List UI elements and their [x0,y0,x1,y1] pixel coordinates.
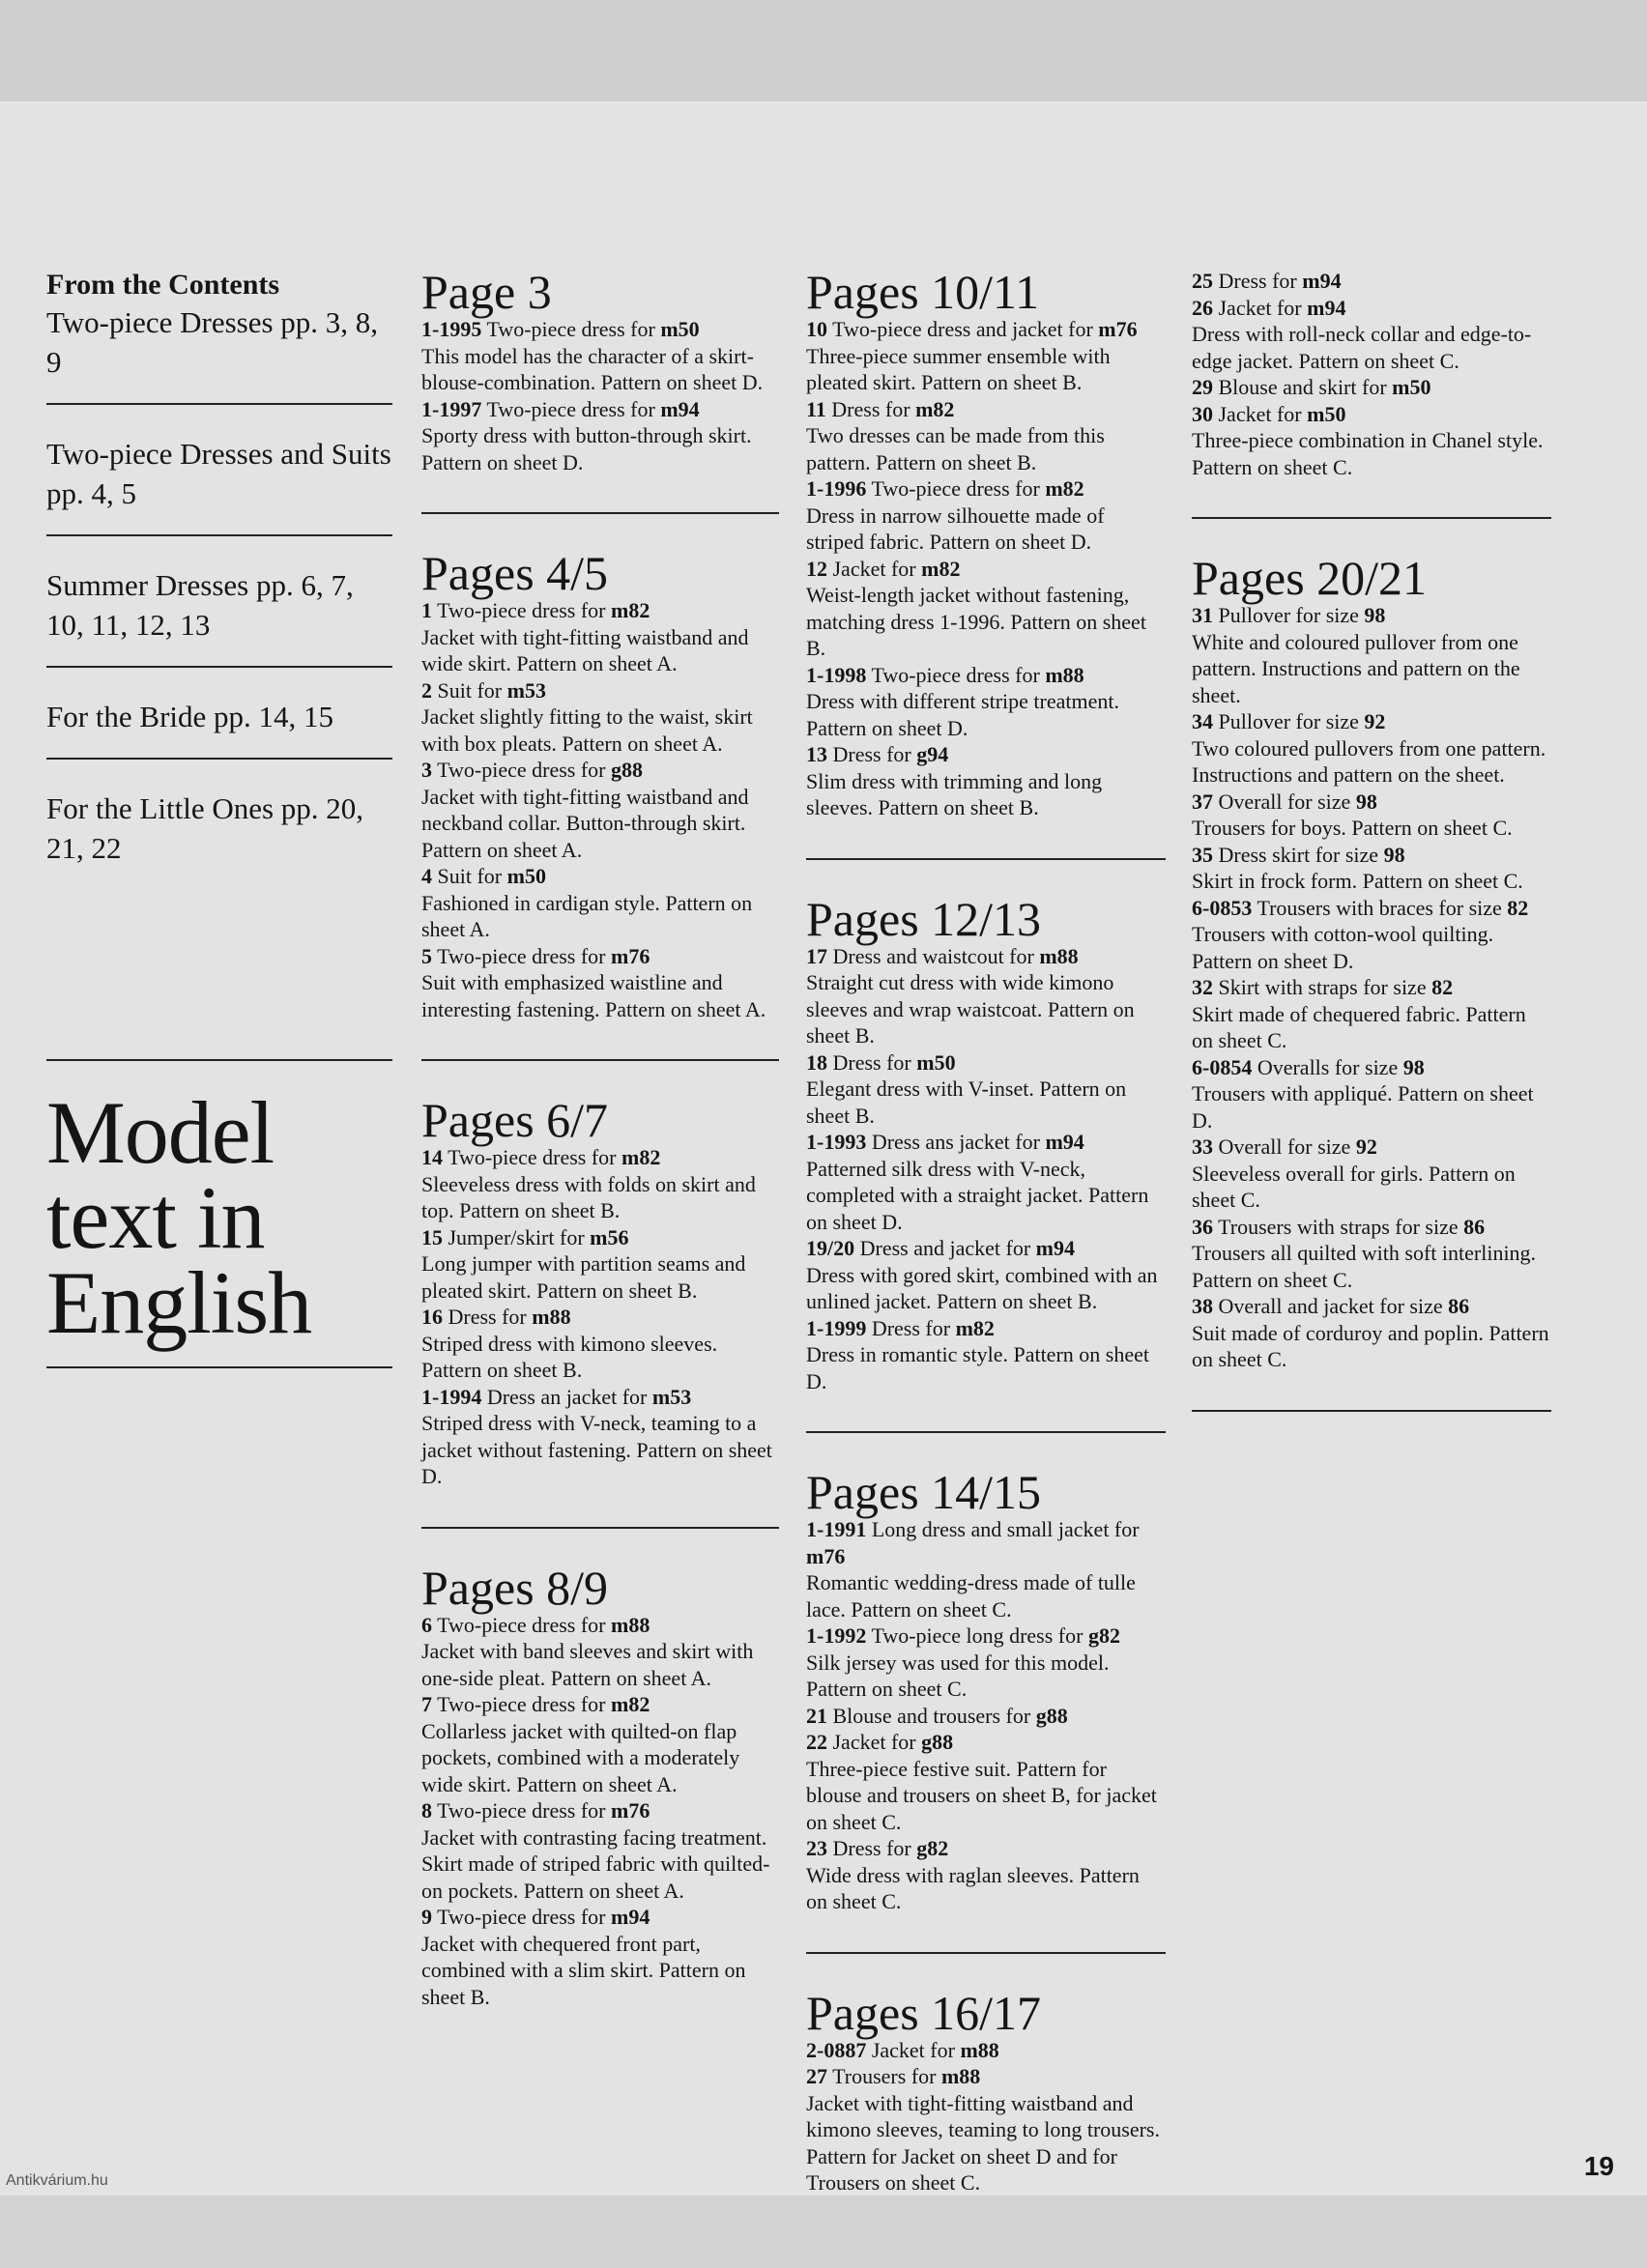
model-description: Jacket with tight-fitting waistband and wide skirt. Pattern on sheet A. [421,624,749,675]
toc-item: For the Bride pp. 14, 15 [46,693,392,760]
model-description: Two dresses can be made from this pattern. Pattern on sheet B. [806,423,1105,474]
model-title: Dress for [1218,269,1297,293]
model-size: g82 [1087,1623,1120,1648]
model-description: Collarless jacket with quilted-on flap pockets, combined with a moderately wide skirt. Pattern on sheet A. [421,1718,740,1796]
model-title: Two-piece dress for [437,1905,606,1929]
pattern-entry [806,1315,1166,1342]
model-title: Two-piece dress for [448,1145,617,1169]
model-size: m82 [621,1145,661,1169]
model-description: Dress in narrow silhouette made of striped fabric. Pattern on sheet D. [806,502,1105,554]
pattern-entry [1192,708,1551,735]
model-title: Two-piece dress for [486,396,655,421]
model-title: Dress skirt for size [1218,842,1379,867]
pattern-section [421,1093,779,1529]
title-line: Model [46,1083,274,1182]
model-number: 4 [421,864,432,888]
model-description: Three-piece festive suit. Pattern for blouse and trousers on sheet B, for jacket on sheet C. [806,1756,1157,1834]
model-number: 17 [806,943,827,968]
model-title: Jacket for [832,556,916,581]
section-heading: Page 3 [421,265,552,319]
model-title: Two-piece long dress for [871,1623,1084,1648]
model-number: 1-1993 [806,1130,867,1154]
model-title: Two-piece dress for [437,943,606,968]
pattern-entry [1192,602,1551,629]
model-title: Two-piece dress for [437,1692,606,1716]
model-number: 38 [1192,1294,1213,1318]
model-title: Blouse and trousers for [832,1703,1031,1728]
model-number: 36 [1192,1214,1213,1239]
model-number: 1-1999 [806,1315,867,1340]
page-title [46,1083,392,1368]
model-title: Suit for [437,677,503,703]
model-number: 23 [806,1836,827,1860]
model-size: m88 [960,2037,999,2062]
model-description: White and coloured pullover from one pattern. Instructions and pattern on the sheet. [1192,629,1520,707]
pattern-entry [806,1049,1166,1077]
model-description: Sleeveless dress with folds on skirt and top. Pattern on sheet B. [421,1171,756,1222]
model-number: 1-1995 [421,317,482,341]
model-title: Dress an jacket for [486,1384,648,1409]
section-body [806,1516,1166,1915]
model-title: Two-piece dress for [871,662,1040,687]
title-line: text in [46,1168,265,1267]
pattern-entry [806,1516,1166,1569]
section-body [806,943,1166,1395]
model-size: g82 [916,1836,949,1860]
model-description: Striped dress with V-neck, teaming to a jacket without fastening. Pattern on sheet D. [421,1411,772,1488]
watermark-text: Antikvárium.hu [6,2172,108,2189]
model-size: m50 [1392,375,1431,399]
model-title: Two-piece dress for [437,598,606,622]
toc-item: For the Little Ones pp. 20, 21, 22 [46,791,364,865]
pattern-entry [1192,295,1551,322]
model-title: Two-piece dress for [437,758,606,782]
pattern-entry [421,1224,779,1251]
model-number: 35 [1192,842,1213,867]
model-description: Jacket with contrasting facing treatment. Skirt made of striped fabric with quilted-on pockets. Pattern on sheet A. [421,1824,770,1903]
model-title: Blouse and skirt for [1218,375,1387,399]
model-size: m88 [1039,943,1079,968]
model-size: 98 [1364,603,1386,627]
model-description: Trousers for boys. Pattern on sheet C. [1192,816,1513,840]
model-size: m94 [1045,1130,1084,1154]
model-title: Dress and waistcout for [832,943,1034,968]
pattern-entry [806,1622,1166,1650]
model-title: Dress and jacket for [859,1236,1031,1260]
model-number: 6-0853 [1192,895,1253,920]
model-size: m50 [916,1049,956,1075]
model-description: Trousers with appliqué. Pattern on sheet D. [1192,1081,1534,1133]
model-title: Dress for [831,396,910,421]
model-number: 27 [806,2064,827,2088]
model-number: 22 [806,1730,827,1754]
model-title: Dress for [871,1315,951,1340]
model-size: m50 [660,317,700,341]
model-description: Three-piece summer ensemble with pleated skirt. Pattern on sheet B. [806,343,1111,394]
pattern-section [1192,551,1551,1412]
model-size: m94 [1307,295,1346,320]
pattern-entry [421,1144,779,1171]
pattern-entry [1192,1134,1551,1161]
model-size: m82 [921,556,961,581]
pattern-entry [806,1835,1166,1862]
pattern-entry [421,1797,779,1824]
pattern-entry [806,396,1166,423]
model-title: Long dress and small jacket for [871,1517,1140,1541]
pattern-section [806,265,1166,860]
pattern-entry [421,677,779,704]
contents-heading: From the Contents [46,269,280,301]
model-size: m82 [611,598,650,622]
model-description: Jacket with tight-fitting waistband and kimono sleeves, teaming to long trousers. Pattern for Jacket on sheet D and for Trousers on sheet C. [806,2090,1160,2195]
pattern-entry [421,1384,779,1411]
pattern-entry [1192,1293,1551,1320]
model-number: 13 [806,742,827,766]
model-description: Trousers with cotton-wool quilting. Pattern on sheet D. [1192,922,1494,973]
model-number: 21 [806,1703,827,1728]
model-size: m82 [915,396,955,421]
model-number: 1-1997 [421,396,482,421]
section-body [1192,268,1551,480]
model-number: 34 [1192,709,1213,733]
model-number: 2-0887 [806,2037,867,2062]
model-size: m94 [1302,269,1342,293]
model-title: Overall and jacket for size [1218,1294,1443,1318]
model-description: Slim dress with trimming and long sleeves. Pattern on sheet B. [806,768,1103,819]
text-column-3 [1192,268,1551,1447]
model-description: Weist-length jacket without fastening, matching dress 1-1996. Pattern on sheet B. [806,583,1146,660]
model-description: Suit made of corduroy and poplin. Pattern on sheet C. [1192,1320,1549,1371]
model-title: Two-piece dress and jacket for [832,317,1093,341]
page-number: 19 [1583,2151,1614,2181]
pattern-entry [806,662,1166,689]
pattern-section [806,891,1166,1434]
pattern-entry [421,1691,779,1718]
model-description: Dress with different stripe treatment. Pattern on sheet D. [806,689,1119,740]
model-description: This model has the character of a skirt-blouse-combination. Pattern on sheet D. [421,343,764,394]
pattern-entry [1192,895,1551,922]
pattern-entry [421,943,779,970]
model-number: 1-1998 [806,662,867,687]
model-size: m94 [1035,1236,1075,1260]
pattern-section [421,265,779,514]
model-size: m53 [506,677,546,703]
model-description: Wide dress with raglan sleeves. Pattern on sheet C. [806,1862,1140,1913]
model-number: 30 [1192,401,1213,426]
model-description: Fashioned in cardigan style. Pattern on sheet A. [421,890,753,941]
model-title: Pullover for size [1218,603,1359,627]
pattern-entry [1192,374,1551,401]
model-number: 32 [1192,975,1213,999]
model-size: 86 [1448,1294,1470,1318]
model-size: m88 [532,1305,571,1329]
pattern-entry [806,1129,1166,1156]
pattern-section [421,546,779,1061]
model-title: Two-piece dress for [486,317,655,341]
model-title: Two-piece dress for [437,1612,606,1637]
pattern-entry [421,757,779,784]
model-size: 98 [1402,1054,1425,1079]
pattern-entry [421,396,779,423]
model-description: Straight cut dress with wide kimono sleeves and wrap waistcoat. Pattern on sheet B. [806,970,1135,1048]
pattern-entry [806,475,1166,502]
model-size: m82 [955,1315,995,1340]
model-size: 82 [1507,895,1529,920]
model-title: Skirt with straps for size [1218,975,1427,999]
model-number: 6 [421,1612,432,1637]
model-title: Trousers with straps for size [1218,1214,1459,1239]
section-heading: Pages 6/7 [421,1093,609,1147]
model-number: 1-1994 [421,1384,482,1409]
model-description: Dress in romantic style. Pattern on sheet D. [806,1342,1149,1393]
model-number: 12 [806,556,827,581]
model-size: 82 [1431,975,1454,999]
model-title: Trousers with braces for size [1257,895,1502,920]
model-number: 33 [1192,1134,1213,1159]
section-heading: Pages 4/5 [421,546,609,600]
model-description: Trousers all quilted with soft interlining. Pattern on sheet C. [1192,1241,1537,1292]
pattern-entry [806,556,1166,583]
model-size: m56 [590,1224,629,1249]
model-size: m88 [1045,662,1084,687]
model-number: 7 [421,1692,432,1716]
model-size: 98 [1383,842,1405,867]
model-description: Skirt in frock form. Pattern on sheet C. [1192,869,1523,893]
model-number: 16 [421,1305,443,1329]
model-description: Patterned silk dress with V-neck, completed with a straight jacket. Pattern on sheet D. [806,1156,1149,1234]
section-body [806,2037,1166,2196]
model-description: Suit with emphasized waistline and interesting fastening. Pattern on sheet A. [421,970,766,1021]
model-size: m82 [1045,476,1084,501]
section-heading: Pages 16/17 [806,1985,1042,2040]
model-size: m94 [611,1905,650,1929]
model-number: 9 [421,1905,432,1929]
pattern-entry [421,1612,779,1639]
model-number: 26 [1192,295,1213,320]
model-title: Two-piece dress for [437,1798,606,1823]
model-size: m50 [1307,401,1346,426]
model-description: Three-piece combination in Chanel style. Pattern on sheet C. [1192,428,1544,479]
model-number: 11 [806,396,826,421]
model-number: 19/20 [806,1236,855,1260]
model-title: Pullover for size [1218,709,1359,733]
model-number: 14 [421,1145,443,1169]
model-size: m82 [611,1692,650,1716]
pattern-entry [421,597,779,624]
toc-item: Two-piece Dresses and Suits pp. 4, 5 [46,430,392,536]
section-body [421,1612,779,2011]
model-description: Elegant dress with V-inset. Pattern on sheet B. [806,1077,1127,1128]
model-size: 98 [1355,789,1377,814]
magazine-page [0,101,1647,2196]
section-body [806,316,1166,821]
model-size: 86 [1463,1214,1486,1239]
model-description: Jacket slightly fitting to the waist, skirt with box pleats. Pattern on sheet A. [421,704,753,756]
model-number: 15 [421,1224,443,1249]
pattern-entry [1192,974,1551,1001]
section-heading: Pages 8/9 [421,1560,609,1615]
text-column-1 [421,265,779,2081]
contents-column [46,268,392,1368]
background-strip [0,0,1647,101]
section-body [421,597,779,1022]
pattern-entry [806,1703,1166,1730]
model-size: m94 [660,396,700,421]
model-description: Dress with roll-neck collar and edge-to-edge jacket. Pattern on sheet C. [1192,322,1532,373]
model-number: 5 [421,943,432,968]
model-size: m76 [806,1543,846,1568]
model-title: Dress for [448,1305,527,1329]
model-description: Skirt made of chequered fabric. Pattern on sheet C. [1192,1001,1526,1052]
model-description: Striped dress with kimono sleeves. Pattern on sheet B. [421,1331,718,1382]
pattern-entry [806,1729,1166,1756]
model-size: m53 [651,1384,692,1409]
model-description: Long jumper with partition seams and pleated skirt. Pattern on sheet B. [421,1251,746,1303]
pattern-entry [806,1235,1166,1262]
pattern-entry [1192,268,1551,295]
model-number: 31 [1192,603,1213,627]
model-size: g88 [611,758,643,782]
model-size: g94 [916,742,949,766]
model-description: Sleeveless overall for girls. Pattern on sheet C. [1192,1161,1516,1212]
text-column-2 [806,265,1166,2268]
model-description: Silk jersey was used for this model. Pattern on sheet C. [806,1650,1110,1701]
model-title: Overall for size [1218,789,1351,814]
model-size: m76 [611,1798,650,1823]
model-size: m88 [940,2064,981,2088]
model-number: 29 [1192,375,1213,399]
model-size: g88 [1035,1703,1068,1728]
section-heading: Pages 12/13 [806,891,1042,946]
model-description: Two coloured pullovers from one pattern. Instructions and pattern on the sheet. [1192,735,1546,787]
model-number: 3 [421,758,432,782]
model-title: Jacket for [1218,401,1302,426]
model-number: 2 [421,677,432,703]
pattern-section [806,1465,1166,1954]
model-number: 8 [421,1798,432,1823]
model-title: Overall for size [1218,1134,1351,1159]
divider [46,1059,392,1061]
model-title: Two-piece dress for [871,476,1040,501]
model-size: 92 [1355,1134,1377,1159]
model-number: 6-0854 [1192,1054,1253,1079]
model-number: 37 [1192,789,1213,814]
pattern-entry [421,1304,779,1331]
model-title: Dress for [832,742,911,766]
pattern-entry [806,741,1166,768]
title-line: English [46,1253,312,1352]
model-number: 1 [421,598,432,622]
section-heading: Pages 14/15 [806,1465,1042,1519]
pattern-section [806,1985,1166,2233]
pattern-entry [1192,401,1551,428]
model-description: Sporty dress with button-through skirt. Pattern on sheet D. [421,423,752,474]
pattern-entry [421,1904,779,1931]
model-title: Suit for [437,864,503,888]
model-size: m76 [611,943,650,968]
model-description: Dress with gored skirt, combined with an unlined jacket. Pattern on sheet B. [806,1262,1158,1313]
toc-item: Summer Dresses pp. 6, 7, 10, 11, 12, 13 [46,561,392,668]
model-number: 18 [806,1049,827,1075]
pattern-entry [1192,789,1551,816]
model-number: 1-1991 [806,1517,867,1541]
model-title: Jumper/skirt for [448,1224,585,1249]
pattern-entry [421,863,779,890]
section-body [421,1144,779,1490]
pattern-entry [1192,1054,1551,1081]
pattern-entry [806,2063,1166,2090]
pattern-entry [421,316,779,343]
model-size: m88 [611,1612,650,1637]
pattern-section [421,1560,779,2048]
pattern-entry [806,316,1166,343]
model-size: m76 [1098,317,1138,341]
section-body [1192,602,1551,1373]
pattern-entry [1192,842,1551,869]
model-title: Jacket for [871,2037,955,2062]
model-title: Dress for [832,1836,911,1860]
model-number: 1-1996 [806,476,867,501]
model-description: Jacket with band sleeves and skirt with one-side pleat. Pattern on sheet A. [421,1639,754,1690]
model-title: Trousers for [832,2064,937,2088]
model-description: Jacket with chequered front part, combined with a slim skirt. Pattern on sheet B. [421,1931,746,2009]
model-title: Overalls for size [1257,1054,1399,1079]
model-size: g88 [921,1730,954,1754]
pattern-entry [1192,1214,1551,1241]
model-size: m50 [506,864,546,888]
model-title: Dress ans jacket for [871,1130,1040,1154]
pattern-section [1192,268,1551,519]
model-title: Jacket for [832,1730,916,1754]
model-size: 92 [1364,709,1386,733]
pattern-entry [806,943,1166,970]
section-heading: Pages 10/11 [806,265,1040,319]
section-heading: Pages 20/21 [1192,551,1428,605]
model-number: 10 [806,317,827,341]
model-title: Dress for [832,1049,911,1075]
model-number: 25 [1192,269,1213,293]
toc-item: Two-piece Dresses pp. 3, 8, 9 [46,302,392,405]
pattern-entry [806,2037,1166,2064]
model-title: Jacket for [1218,295,1302,320]
model-description: Jacket with tight-fitting waistband and neckband collar. Button-through skirt. Pattern on sheet A. [421,784,749,862]
model-description: Romantic wedding-dress made of tulle lace. Pattern on sheet C. [806,1570,1136,1622]
model-number: 1-1992 [806,1623,867,1648]
section-body [421,316,779,475]
